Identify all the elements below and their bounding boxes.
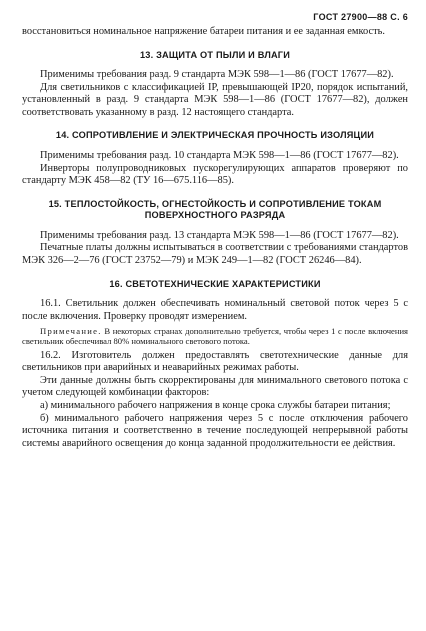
section-16-heading: 16. СВЕТОТЕХНИЧЕСКИЕ ХАРАКТЕРИСТИКИ [109,278,321,289]
intro-paragraph: восстановиться номинальное напряжение батареи питания и ее заданная емкость. [22,26,385,37]
section-15-paragraph-2: Печатные платы должны испытываться в соответствии с требованиями стандартов МЭК 326—2—76 (ГОСТ 23752—79) и МЭК 249—1—82 (ГОСТ 26246—84). [22,242,408,266]
running-head: ГОСТ 27900—88 С. 6 [313,12,408,22]
section-14-paragraph-1: Применимы требования разд. 10 стандарта МЭК 598—1—86 (ГОСТ 17677—82). [40,149,399,161]
section-13-heading: 13. ЗАЩИТА ОТ ПЫЛИ И ВЛАГИ [139,49,291,60]
section-14-heading: 14. СОПРОТИВЛЕНИЕ И ЭЛЕКТРИЧЕСКАЯ ПРОЧНОСТЬ ИЗОЛЯЦИИ [55,130,375,141]
section-16-paragraph-1: 16.1. Светильник должен обеспечивать номинальный световой поток через 5 с после включения. Проверку проводят измерением. [22,298,408,322]
note-text: В некоторых странах дополнительно требуется, чтобы через 1 с после включения светильник обеспечивал 80% номинального светового потока. [22,326,408,347]
section-13-paragraph-2: Для светильников с классификацией IP, превышающей IP20, порядок испытаний, установленный в разд. 9 стандарта МЭК 598—1—86 (ГОСТ 17677—82), должен соответствовать указанному в разд. 12 настоящего стандарта. [22,81,408,118]
section-15-heading-line-1: 15. ТЕПЛОСТОЙКОСТЬ, ОГНЕСТОЙКОСТЬ И СОПРОТИВЛЕНИЕ ТОКАМ [48,198,382,209]
section-15-heading-line-2: ПОВЕРХНОСТНОГО РАЗРЯДА [144,210,286,221]
section-16-paragraph-2: 16.2. Изготовитель должен предоставлять светотехнические данные для светильников при аварийных и неаварийных режимах работы. [22,349,408,374]
section-15-heading [22,199,408,222]
note-label: Примечание. [40,326,102,337]
section-16-item-b: б) минимального рабочего напряжения через 5 с после отключения рабочего источника питания и соответственно в течение последующей непрерывной работы системы аварийного освещения до конца заданной продолжительности ее действия. [22,412,408,449]
section-15-paragraph-1: Применимы требования разд. 13 стандарта МЭК 598—1—86 (ГОСТ 17677—82). [40,229,399,241]
section-14-paragraph-2: Инверторы полупроводниковых пускорегулирующих аппаратов проверяют по стандарту МЭК 458—82 (ТУ 16—675.116—85). [22,162,408,187]
document-page [22,12,408,450]
section-13-paragraph-1: Применимы требования разд. 9 стандарта МЭК 598—1—86 (ГОСТ 17677—82). [40,69,394,81]
section-16-paragraph-3: Эти данные должны быть скорректированы для минимального светового потока с учетом следующей комбинации факторов: [22,374,408,399]
section-16-item-a: а) минимального рабочего напряжения в конце срока службы батареи питания; [40,400,391,411]
section-16-note [22,326,408,346]
